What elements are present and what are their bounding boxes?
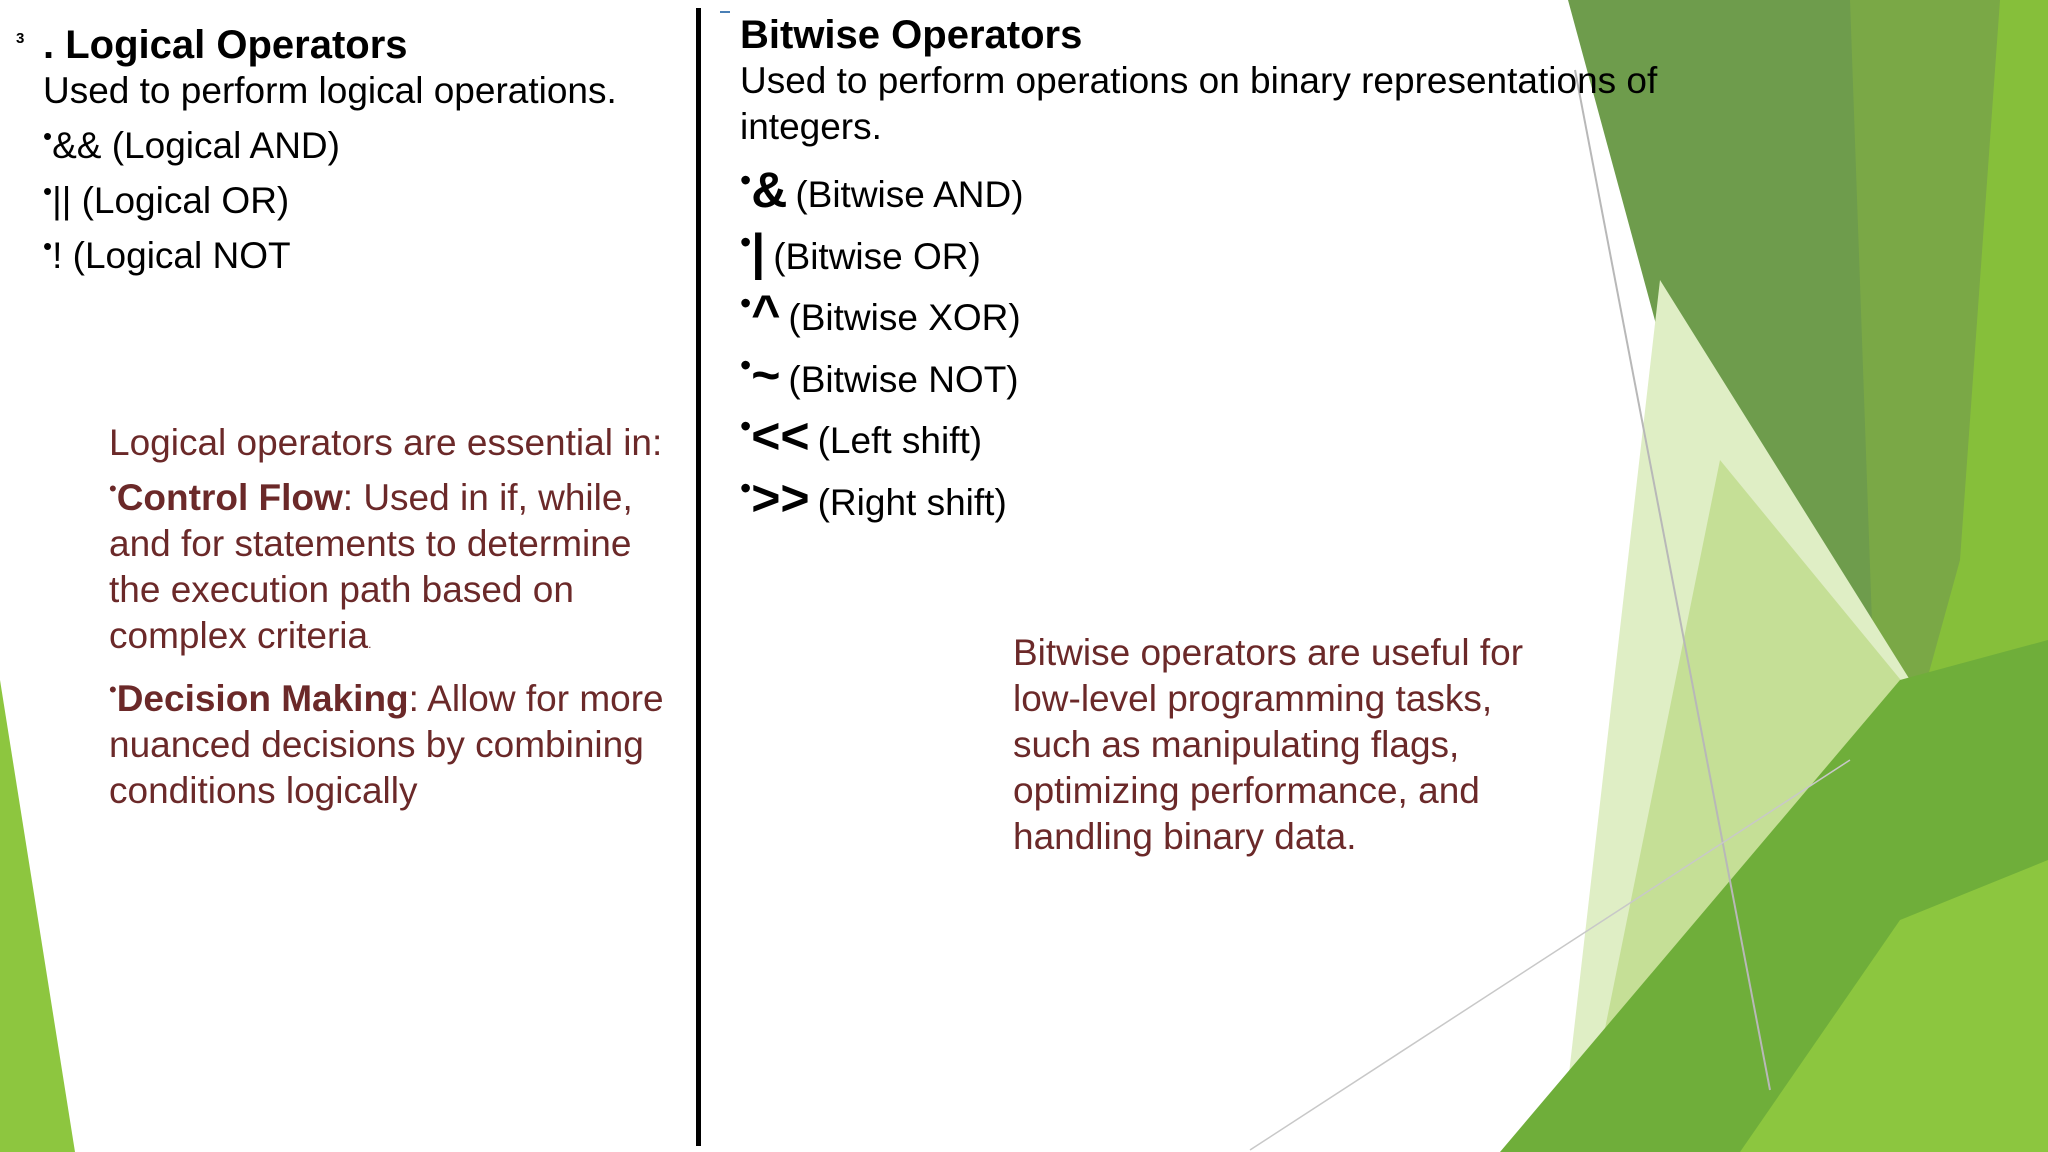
list-item: [740, 335, 1740, 403]
logical-operators-heading: . Logical Operators: [43, 23, 408, 67]
left-green-triangle: [0, 680, 75, 1152]
bitwise-operators-section: [740, 12, 1740, 526]
bullet-icon: •: [740, 223, 752, 260]
logical-operators-note: [109, 420, 689, 814]
list-item-label: && (Logical AND): [52, 124, 340, 166]
list-item: [740, 212, 1740, 280]
operator-symbol: >>: [751, 469, 810, 526]
bullet-icon: •: [109, 677, 117, 702]
operator-label: (Bitwise OR): [773, 235, 981, 277]
bullet-icon: •: [740, 408, 752, 444]
operator-symbol: ^: [751, 285, 781, 341]
note-point: [109, 466, 689, 667]
list-item: [740, 150, 1740, 218]
note-point: [109, 667, 689, 814]
operator-symbol: |: [751, 223, 766, 280]
operator-symbol: ~: [751, 346, 781, 403]
list-item: [740, 396, 1740, 464]
list-item-label: ! (Logical NOT: [52, 234, 291, 276]
bullet-icon: •: [43, 123, 53, 151]
operator-label: (Left shift): [817, 420, 983, 461]
bullet-icon: •: [740, 346, 752, 383]
operator-label: (Bitwise NOT): [788, 358, 1019, 400]
bullet-icon: •: [43, 177, 53, 206]
note-term: Decision Making: [116, 678, 409, 719]
list-item: [740, 458, 1740, 526]
small-marker: [720, 11, 730, 13]
operator-label: (Bitwise XOR): [788, 297, 1021, 338]
bitwise-operators-note: Bitwise operators are useful for low-level programming tasks, such as manipulating flags, optimizing performance, and handling binary data.: [1013, 632, 1524, 857]
list-item: [43, 114, 683, 169]
slide-number: 3: [16, 30, 25, 47]
bitwise-operators-intro: Used to perform operations on binary representations of integers.: [740, 60, 1658, 147]
operator-symbol: <<: [751, 408, 810, 464]
list-item: [43, 169, 683, 224]
operator-symbol: &: [751, 162, 788, 218]
bullet-icon: •: [43, 232, 53, 261]
bullet-icon: •: [109, 476, 117, 501]
list-item: [740, 273, 1740, 341]
note-text: : Allow for more nuanced decisions by combining conditions logically: [109, 678, 664, 811]
bitwise-operators-heading: Bitwise Operators: [740, 13, 1083, 57]
operator-label: (Bitwise AND): [795, 174, 1024, 215]
note-intro: Logical operators are essential in:: [109, 422, 663, 463]
note-text: : Used in if, while, and for statements to determine the execution path based on complex criteria: [109, 477, 633, 656]
note-trail: .: [368, 637, 372, 651]
bullet-icon: •: [740, 285, 752, 321]
bullet-icon: •: [740, 162, 752, 198]
note-term: Control Flow: [116, 477, 343, 518]
list-item-label: || (Logical OR): [52, 179, 290, 221]
logical-operators-section: [43, 22, 683, 279]
bullet-icon: •: [740, 469, 752, 506]
operator-label: (Right shift): [817, 481, 1007, 523]
list-item: [43, 224, 683, 279]
logical-operators-intro: Used to perform logical operations.: [43, 70, 617, 111]
vertical-divider: [696, 8, 701, 1146]
